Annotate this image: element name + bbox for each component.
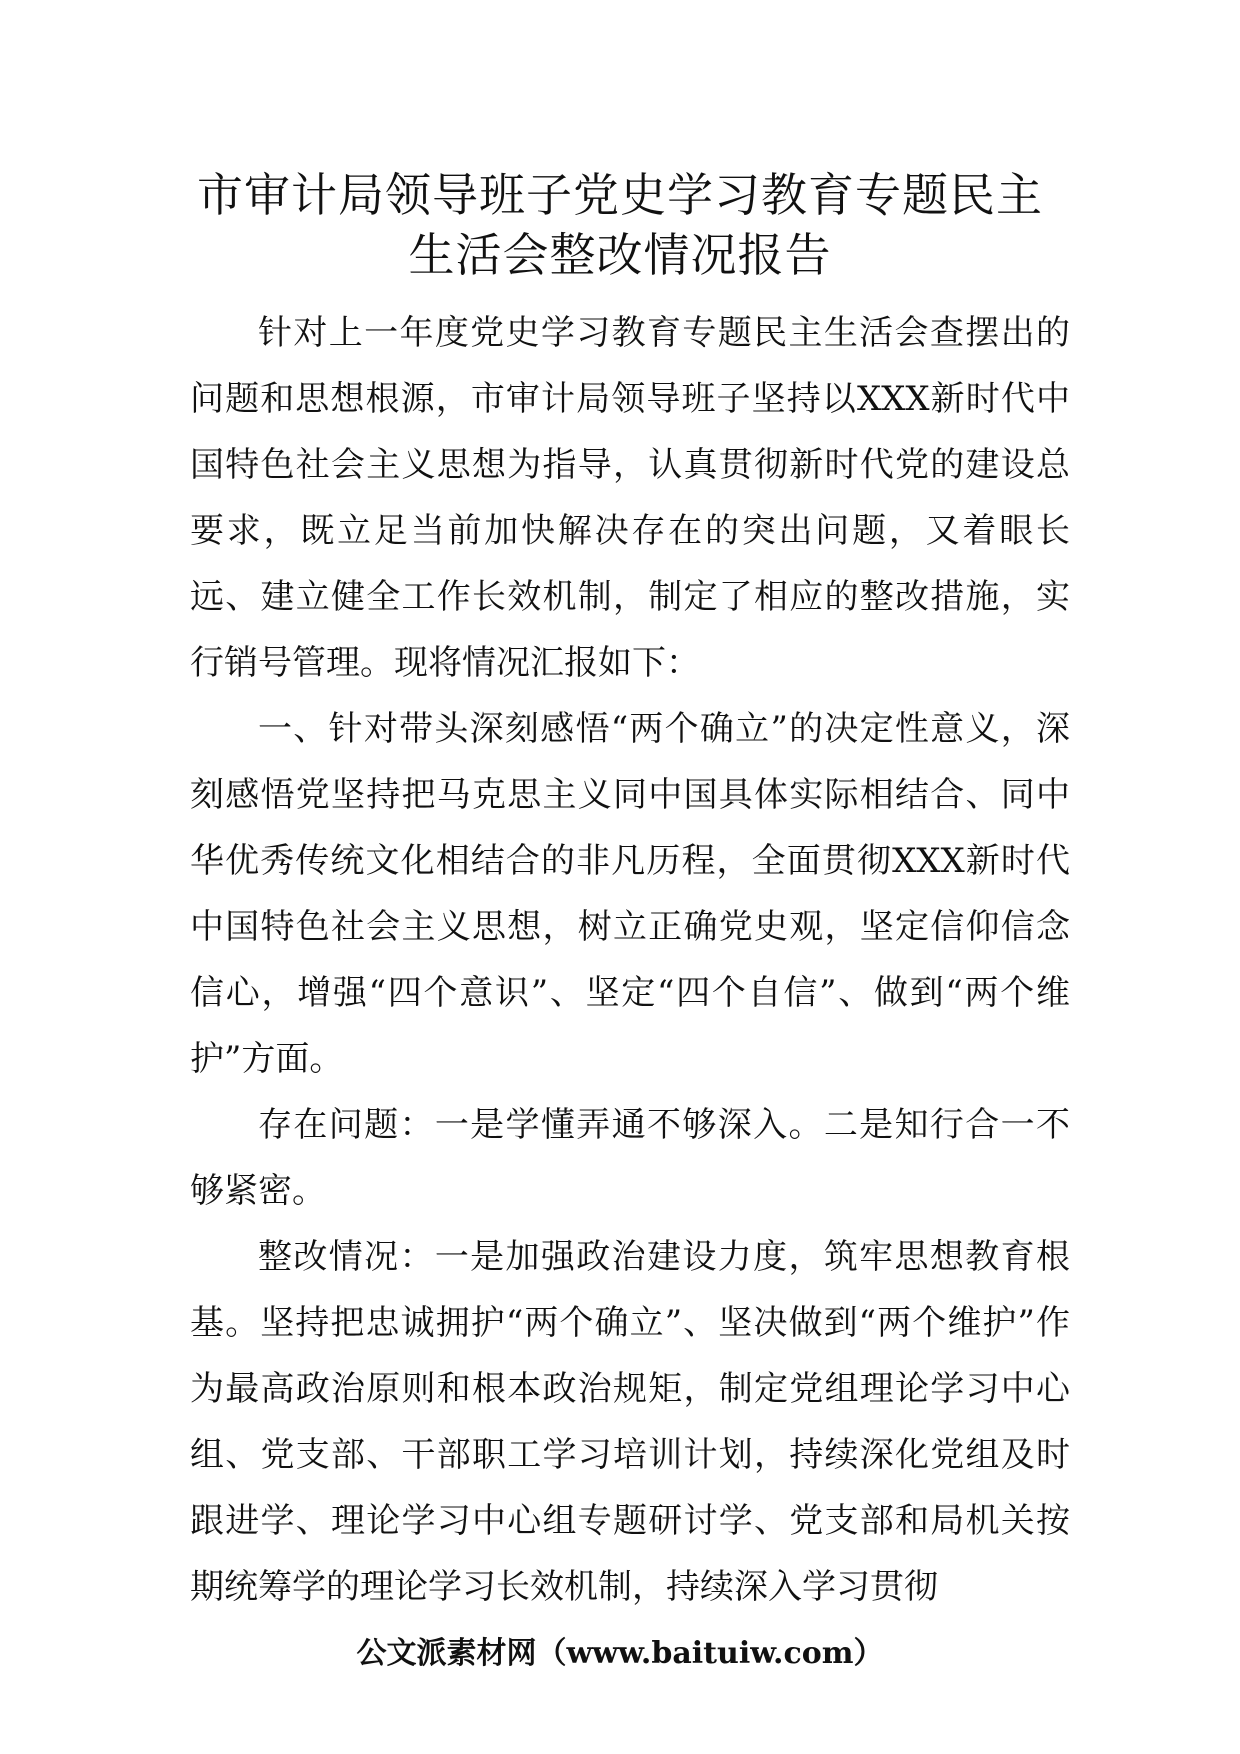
rectification-paragraph: 整改情况：一是加强政治建设力度，筑牢思想教育根基。坚持把忠诚拥护“两个确立”、坚决做到“两个维护”作为最高政治原则和根本政治规矩，制定党组理论学习中心组、党支部、干部职工学习培训计划，持续深化党组及时跟进学、理论学习中心组专题研讨学、党支部和局机关按期统筹学的理论学习长效机制，持续深入学习贯彻	[190, 1237, 1070, 1607]
problems-paragraph: 存在问题：一是学懂弄通不够深入。二是知行合一不够紧密。	[190, 1105, 1070, 1211]
section-one-heading-paragraph: 一、针对带头深刻感悟“两个确立”的决定性意义，深刻感悟党坚持把马克思主义同中国具体实际相结合、同中华优秀传统文化相结合的非凡历程，全面贯彻XXX新时代中国特色社会主义思想，树立正确党史观，坚定信仰信念信心，增强“四个意识”、坚定“四个自信”、做到“两个维护”方面。	[190, 709, 1070, 1079]
intro-paragraph: 针对上一年度党史学习教育专题民主生活会查摆出的问题和思想根源，市审计局领导班子坚持以XXX新时代中国特色社会主义思想为指导，认真贯彻新时代党的建设总要求，既立足当前加快解决存在的突出问题，又着眼长远、建立健全工作长效机制，制定了相应的整改措施，实行销号管理。现将情况汇报如下：	[190, 313, 1070, 683]
title-line-2: 生活会整改情况报告	[408, 228, 832, 282]
document-title	[150, 165, 1090, 285]
title-line-1: 市审计局领导班子党史学习教育专题民主	[197, 168, 1043, 222]
source-watermark: 公文派素材网（www.baituiw.com）	[356, 1636, 884, 1671]
document-body	[190, 300, 1070, 1620]
